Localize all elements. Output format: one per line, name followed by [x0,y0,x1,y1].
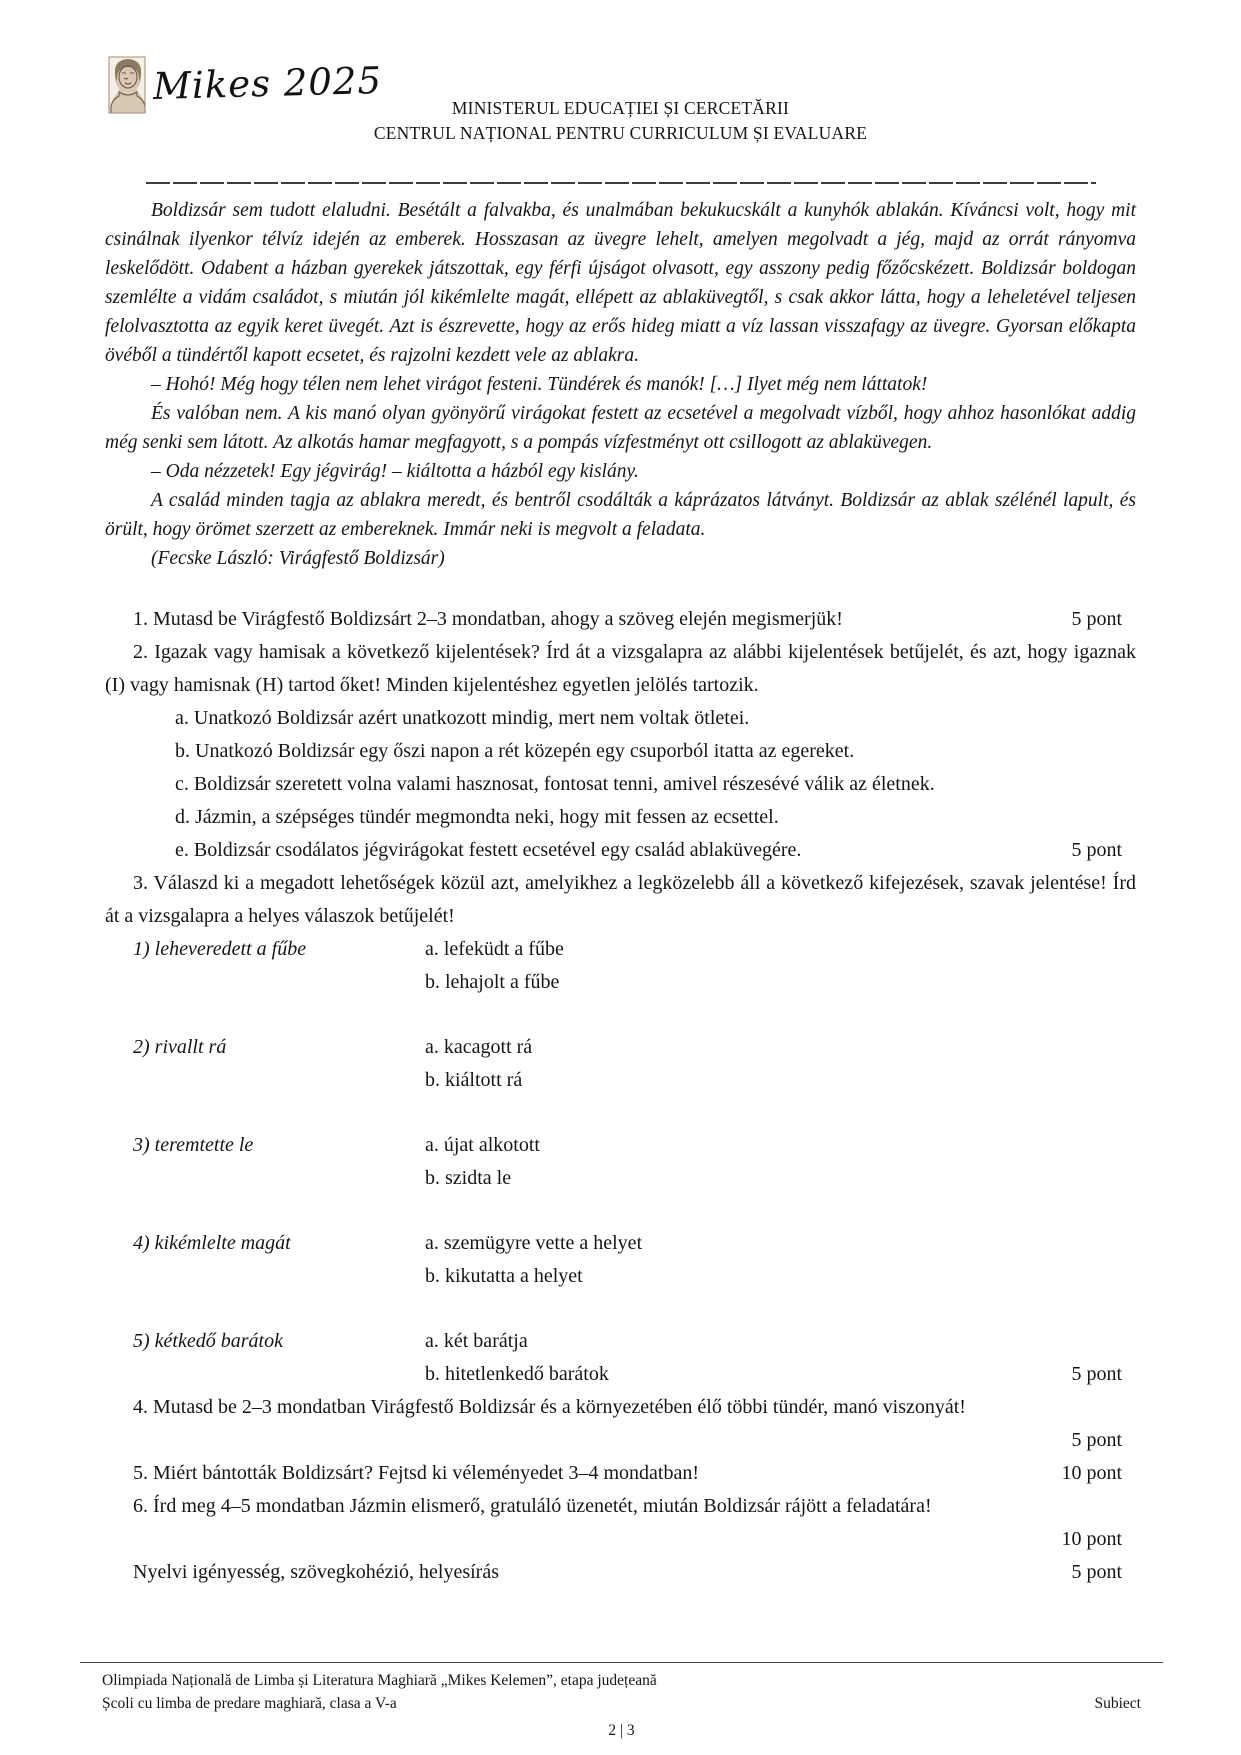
reading-passage [105,196,1136,573]
question-6-text: 6. Írd meg 4–5 mondatban Jázmin elismerő, gratuláló üzenetét, miután Boldizsár rájött a feladatára! [133,1495,932,1517]
question-4 [105,1391,1136,1457]
footer-olympiad-line: Olimpiada Națională de Limba și Literatura Maghiară „Mikes Kelemen”, etapa județeană [102,1672,657,1689]
language-criteria-points: 5 pont [1071,1561,1122,1583]
question-2-item-e-row [105,834,1136,867]
logo-text: Mikes 2025 [152,59,383,108]
pair-5-option-b: b. hitetlenkedő barátok [425,1363,609,1385]
ministry-line2: CENTRUL NAȚIONAL PENTRU CURRICULUM ȘI EVALUARE [373,123,868,143]
pair-1-option-a: a. lefeküdt a fűbe [425,938,564,960]
question-2-points: 5 pont [1071,839,1122,861]
footer-school-text: Școli cu limba de predare maghiară, clasa a V-a [102,1695,397,1712]
question-6-points: 10 pont [1061,1528,1122,1550]
pair-2-option-a: a. kacagott rá [425,1036,533,1058]
footer-subject-label: Subiect [1094,1695,1141,1712]
language-criteria-row [105,1556,1136,1589]
pair-3-term: 3) teremtette le [133,1134,254,1156]
question-1-points: 5 pont [1071,608,1122,630]
ministry-header [105,96,1136,146]
page-header [105,52,1136,158]
question-1-text: 1. Mutasd be Virágfestő Boldizsárt 2–3 mondatban, ahogy a szöveg elején megismerjük! [133,608,843,630]
pair-5-option-a: a. két barátja [425,1330,528,1352]
pair-row [105,1260,1136,1293]
question-2 [105,636,1136,867]
pair-row [105,1227,1136,1260]
pair-row [105,933,1136,966]
pair-row [105,1064,1136,1097]
page-number: 2 | 3 [608,1722,635,1739]
attribution-title: Virágfestő Boldizsár [278,548,439,569]
question-2-text: 2. Igazak vagy hamisak a következő kijelentések? Írd át a vizsgalapra az alábbi kijelentések betűjelét, és azt, hogy igaznak (I) vagy hamisnak (H) tartod őket! Minden kijelentéshez egyetlen jelölés tartozik. [105,641,1136,696]
passage-dialog-line: – Oda nézzetek! Egy jégvirág! – kiáltotta a házból egy kislány. [151,461,639,482]
pair-5-term: 5) kétkedő barátok [133,1330,283,1352]
question-4-text: 4. Mutasd be 2–3 mondatban Virágfestő Boldizsár és a környezetében élő többi tündér, manó viszonyát! [133,1396,966,1418]
passage-paragraph: A család minden tagja az ablakra meredt, és bentről csodálták a káprázatos látványt. Boldizsár az ablak szélénél lapult, és örült, hogy örömet szerzett az embereknek. Immár neki is megvolt a feladata. [105,490,1136,540]
passage-attribution [105,544,1136,573]
question-6 [105,1490,1136,1556]
questions-section [105,603,1136,1589]
match-pair-1 [105,933,1136,999]
page-footer [80,1662,1163,1740]
question-3 [105,867,1136,1391]
ministry-line1: MINISTERUL EDUCAȚIEI ȘI CERCETĂRII [451,98,790,118]
question-1 [105,603,1136,636]
footer-school-line [102,1692,1141,1715]
attribution-close: ) [438,548,445,569]
match-pair-2 [105,1031,1136,1097]
header-separator [146,182,1096,184]
match-pair-5 [105,1325,1136,1391]
pair-1-option-b: b. lehajolt a fűbe [425,971,560,993]
question-2-item-d: d. Jázmin, a szépséges tündér megmondta neki, hogy mit fessen az ecsettel. [175,806,779,828]
pair-2-term: 2) rivallt rá [133,1036,227,1058]
match-pair-3 [105,1129,1136,1195]
passage-paragraph: Boldizsár sem tudott elaludni. Besétált a falvakba, és unalmában bekukucskált a kunyhók ablakán. Kíváncsi volt, hogy mit csinálnak ilyenkor télvíz idején az emberek. Hosszasan az üvegre lehelt, amelyen megolvadt a jég, majd az orrát rányomva leskelődött. Odabent a házban gyerekek játszottak, egy férfi újságot olvasott, egy asszony pedig főzőcskézett. Boldizsár boldogan szemlélte a vidám családot, s miután jól kikémlelte magát, ellépett az ablaküvegtől, s csak akkor látta, hogy a leheletével teljesen felolvasztotta az egyik keret üvegét. Azt is észrevette, hogy az erős hideg miatt a víz lassan visszafagy az üvegre. Gyorsan előkapta övéből a tündértől kapott ecsetet, és rajzolni kezdett vele az ablakra. [105,200,1136,366]
pair-4-term: 4) kikémlelte magát [133,1232,291,1254]
match-pair-4 [105,1227,1136,1293]
pair-4-option-a: a. szemügyre vette a helyet [425,1232,643,1254]
passage-paragraph: És valóban nem. A kis manó olyan gyönyörű virágokat festett az ecsetével a megolvadt vízből, hogy ahhoz hasonlókat addig még senki sem látott. Az alkotás hamar megfagyott, s a pompás vízfestményt ott csillogott az ablaküvegen. [105,403,1136,453]
question-5-text: 5. Miért bántották Boldizsárt? Fejtsd ki véleményedet 3–4 mondatban! [133,1462,699,1484]
attribution-author: (Fecske László: [151,548,279,569]
question-2-item-c: c. Boldizsár szeretett volna valami hasznosat, fontosat tenni, amivel részesévé válik az életnek. [175,773,935,795]
question-4-points: 5 pont [1071,1429,1122,1451]
question-5-points: 10 pont [1061,1462,1122,1484]
pair-3-option-b: b. szidta le [425,1167,512,1189]
pair-3-option-a: a. újat alkotott [425,1134,540,1156]
passage-dialog-line: – Hohó! Még hogy télen nem lehet virágot festeni. Tündérek és manók! […] Ilyet még nem láttatok! [151,374,928,395]
question-3-text: 3. Válaszd ki a megadott lehetőségek közül azt, amelyikhez a legközelebb áll a következő kifejezések, szavak jelentése! Írd át a vizsgalapra a helyes válaszok betűjelét! [105,872,1136,927]
pair-row [105,966,1136,999]
pair-2-option-b: b. kiáltott rá [425,1069,523,1091]
pair-row [105,1325,1136,1358]
question-3-points: 5 pont [1071,1363,1122,1385]
question-5 [105,1457,1136,1490]
pair-row [105,1129,1136,1162]
question-2-item-a: a. Unatkozó Boldizsár azért unatkozott mindig, mert nem voltak ötletei. [175,707,750,729]
language-criteria-text: Nyelvi igényesség, szövegkohézió, helyesírás [133,1561,500,1583]
question-2-item-e: e. Boldizsár csodálatos jégvirágokat festett ecsetével egy család ablaküvegére. [175,839,802,861]
pair-1-term: 1) leheveredett a fűbe [133,938,307,960]
pair-row [105,1031,1136,1064]
question-2-item-b: b. Unatkozó Boldizsár egy őszi napon a rét közepén egy csuporból itatta az egereket. [175,740,855,762]
pair-row [105,1358,1136,1391]
pair-row [105,1162,1136,1195]
pair-4-option-b: b. kikutatta a helyet [425,1265,583,1287]
